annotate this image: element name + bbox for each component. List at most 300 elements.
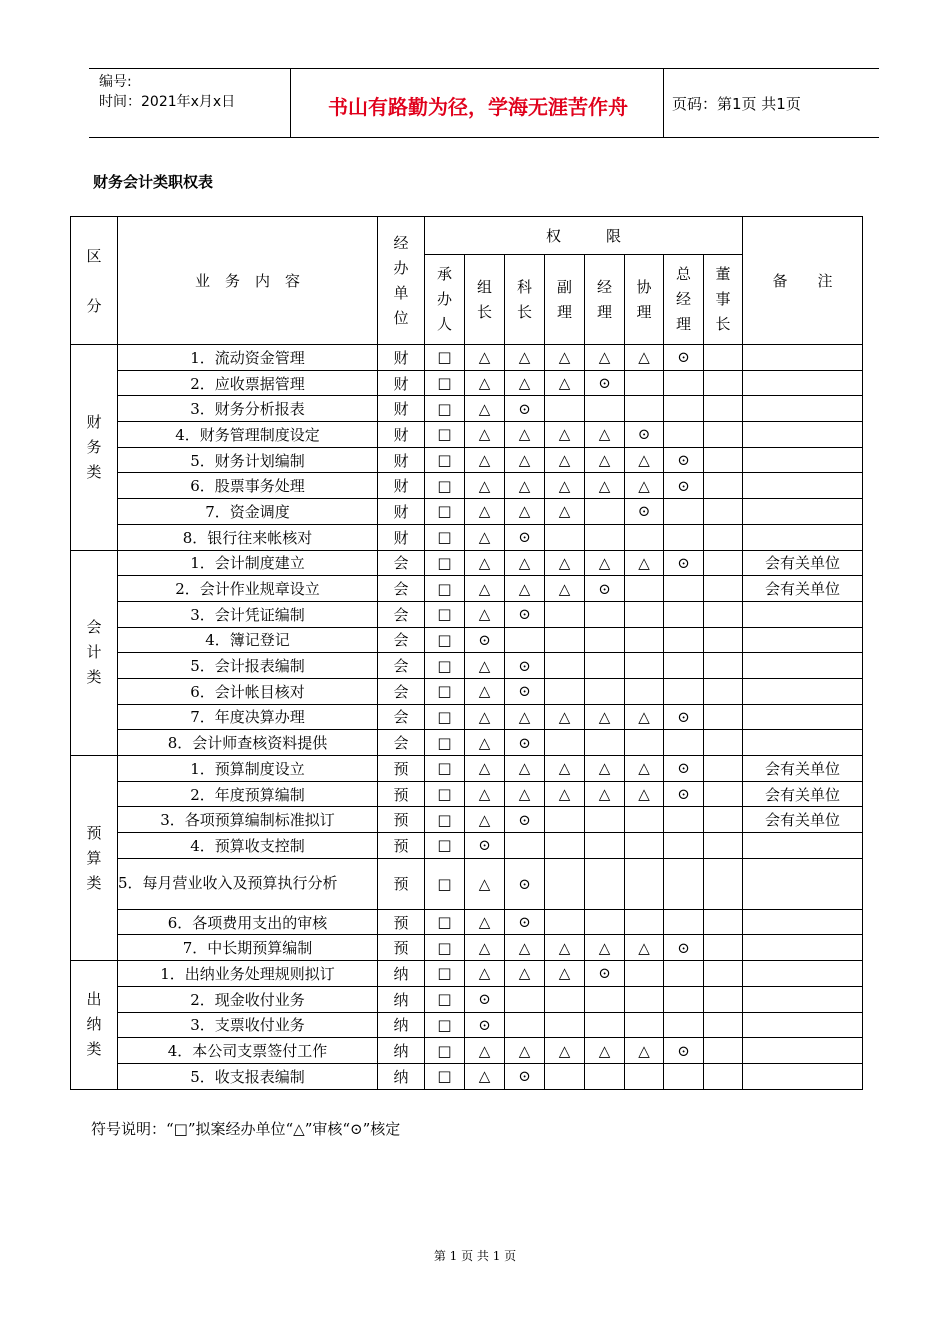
permission-mark: △: [505, 447, 545, 473]
permission-mark: [585, 627, 625, 653]
permission-mark: [704, 576, 743, 602]
remark-cell: [743, 678, 863, 704]
permission-mark: △: [505, 576, 545, 602]
permission-mark: □: [425, 756, 465, 782]
permission-mark: □: [425, 678, 465, 704]
permission-mark: [585, 653, 625, 679]
business-item: 3．支票收付业务: [118, 1012, 378, 1038]
permission-mark: ⊙: [585, 576, 625, 602]
remark-cell: 会有关单位: [743, 756, 863, 782]
permission-mark: [545, 1012, 585, 1038]
permission-mark: △: [545, 756, 585, 782]
permission-mark: [704, 730, 743, 756]
permission-mark: △: [465, 499, 505, 525]
business-item: 7．年度决算办理: [118, 704, 378, 730]
permission-mark: △: [465, 807, 505, 833]
col-header-role: [505, 255, 545, 345]
remark-cell: [743, 1063, 863, 1089]
permission-mark: ⊙: [664, 447, 704, 473]
permission-mark: △: [545, 961, 585, 987]
permission-mark: △: [585, 473, 625, 499]
table-row: [71, 781, 863, 807]
group-label: [71, 550, 118, 756]
permission-mark: ⊙: [465, 627, 505, 653]
business-item: 4．预算收支控制: [118, 833, 378, 859]
handling-unit: 会: [378, 704, 425, 730]
permission-mark: △: [465, 730, 505, 756]
permission-mark: △: [585, 935, 625, 961]
table-row: [71, 473, 863, 499]
remark-cell: [743, 396, 863, 422]
business-item: 1．预算制度设立: [118, 756, 378, 782]
permission-mark: □: [425, 935, 465, 961]
permission-mark: [704, 807, 743, 833]
permission-mark: [585, 499, 625, 525]
permission-mark: [704, 833, 743, 859]
permission-mark: □: [425, 422, 465, 448]
permission-mark: [625, 396, 664, 422]
permission-mark: [505, 1012, 545, 1038]
document-number-label: 编号:: [99, 74, 132, 90]
table-row: [71, 447, 863, 473]
col-header-role: [625, 255, 664, 345]
handling-unit: 财: [378, 499, 425, 525]
handling-unit: 预: [378, 756, 425, 782]
permission-mark: △: [505, 550, 545, 576]
permission-mark: △: [545, 576, 585, 602]
permission-mark: [585, 396, 625, 422]
permission-mark: △: [625, 704, 664, 730]
permission-mark: △: [545, 370, 585, 396]
permission-mark: □: [425, 550, 465, 576]
permission-mark: [704, 986, 743, 1012]
permission-mark: □: [425, 781, 465, 807]
permission-mark: △: [585, 704, 625, 730]
permission-mark: [625, 576, 664, 602]
permission-mark: □: [425, 909, 465, 935]
permission-mark: ⊙: [505, 653, 545, 679]
permission-mark: △: [465, 345, 505, 371]
permission-mark: △: [465, 756, 505, 782]
permission-mark: △: [505, 781, 545, 807]
permission-mark: △: [465, 447, 505, 473]
permission-mark: ⊙: [664, 704, 704, 730]
table-row: [71, 653, 863, 679]
remark-cell: [743, 422, 863, 448]
permission-mark: ⊙: [664, 781, 704, 807]
permission-mark: □: [425, 524, 465, 550]
permission-mark: [625, 524, 664, 550]
permission-mark: [704, 370, 743, 396]
permission-mark: [585, 807, 625, 833]
table-row: [71, 396, 863, 422]
permission-mark: [664, 370, 704, 396]
table-row: [71, 422, 863, 448]
permission-mark: [704, 781, 743, 807]
permission-mark: △: [545, 447, 585, 473]
permission-mark: □: [425, 653, 465, 679]
permission-mark: △: [625, 550, 664, 576]
remark-cell: [743, 447, 863, 473]
permission-mark: [704, 396, 743, 422]
table-row: [71, 370, 863, 396]
permission-mark: □: [425, 730, 465, 756]
business-item: 7．中长期预算编制: [118, 935, 378, 961]
handling-unit: 财: [378, 422, 425, 448]
business-item: 1．出纳业务处理规则拟订: [118, 961, 378, 987]
permission-mark: [664, 807, 704, 833]
permission-mark: [664, 576, 704, 602]
business-item: 4．簿记登记: [118, 627, 378, 653]
permission-mark: [704, 447, 743, 473]
col-header-role: [585, 255, 625, 345]
permission-mark: [585, 1063, 625, 1089]
permission-mark: [505, 833, 545, 859]
role-header-text: 董 事 长: [715, 265, 731, 333]
permission-mark: △: [585, 345, 625, 371]
permission-mark: △: [465, 1038, 505, 1064]
permission-mark: [704, 935, 743, 961]
permission-mark: [585, 524, 625, 550]
table-row: [71, 1012, 863, 1038]
permission-mark: ⊙: [505, 601, 545, 627]
table-row: [71, 807, 863, 833]
permission-mark: [704, 524, 743, 550]
permission-mark: □: [425, 986, 465, 1012]
permission-mark: △: [625, 1038, 664, 1064]
table-row: [71, 550, 863, 576]
permission-mark: ⊙: [585, 961, 625, 987]
business-item: 5．每月营业收入及预算执行分析: [118, 858, 378, 909]
header-divider: [290, 69, 291, 137]
role-header-text: 组 长: [476, 277, 492, 321]
permission-mark: □: [425, 961, 465, 987]
remark-cell: [743, 961, 863, 987]
permission-mark: [704, 909, 743, 935]
permission-mark: [664, 396, 704, 422]
permission-mark: ⊙: [625, 499, 664, 525]
handling-unit: 财: [378, 345, 425, 371]
permission-mark: ⊙: [664, 756, 704, 782]
permission-mark: [545, 601, 585, 627]
permission-mark: ⊙: [585, 370, 625, 396]
permission-mark: [545, 524, 585, 550]
permission-mark: [545, 1063, 585, 1089]
permission-mark: △: [545, 422, 585, 448]
group-label-text: 出 纳 类: [86, 990, 102, 1059]
permission-mark: [625, 627, 664, 653]
handling-unit: 会: [378, 653, 425, 679]
permission-mark: △: [465, 370, 505, 396]
permission-mark: ⊙: [505, 858, 545, 909]
remark-cell: [743, 730, 863, 756]
permission-mark: □: [425, 704, 465, 730]
permission-mark: ⊙: [664, 473, 704, 499]
col-header-role: [425, 255, 465, 345]
handling-unit: 财: [378, 524, 425, 550]
permission-mark: △: [505, 499, 545, 525]
permission-mark: ⊙: [505, 396, 545, 422]
permission-mark: △: [465, 653, 505, 679]
permission-mark: △: [585, 550, 625, 576]
permission-mark: [625, 858, 664, 909]
role-header-text: 协 理: [636, 277, 652, 321]
permission-mark: △: [465, 704, 505, 730]
permission-mark: □: [425, 807, 465, 833]
header-divider: [663, 69, 664, 137]
permission-mark: △: [465, 473, 505, 499]
business-item: 2．现金收付业务: [118, 986, 378, 1012]
business-item: 3．财务分析报表: [118, 396, 378, 422]
handling-unit: 会: [378, 678, 425, 704]
table-row: [71, 524, 863, 550]
col-header-permission: 权 限: [425, 217, 743, 255]
permission-mark: [585, 1012, 625, 1038]
permission-mark: [704, 1063, 743, 1089]
business-item: 6．会计帐目核对: [118, 678, 378, 704]
business-item: 6．股票事务处理: [118, 473, 378, 499]
permission-mark: [545, 858, 585, 909]
business-item: 3．各项预算编制标准拟订: [118, 807, 378, 833]
role-header-text: 科 长: [516, 277, 532, 321]
permission-mark: [585, 730, 625, 756]
remark-cell: [743, 858, 863, 909]
permission-mark: △: [505, 345, 545, 371]
table-row: [71, 935, 863, 961]
permission-mark: △: [585, 422, 625, 448]
permission-mark: △: [625, 345, 664, 371]
permission-mark: [625, 1063, 664, 1089]
permission-mark: □: [425, 370, 465, 396]
permission-mark: ⊙: [465, 986, 505, 1012]
remark-cell: [743, 370, 863, 396]
permission-mark: [625, 1012, 664, 1038]
remark-cell: [743, 601, 863, 627]
permission-mark: △: [465, 961, 505, 987]
permission-mark: [505, 986, 545, 1012]
remark-cell: 会有关单位: [743, 576, 863, 602]
permission-mark: △: [625, 756, 664, 782]
permission-mark: [664, 858, 704, 909]
permission-mark: [625, 653, 664, 679]
page-header: [89, 68, 879, 138]
page-footer: 第 1 页 共 1 页: [433, 1249, 517, 1263]
permission-mark: [625, 370, 664, 396]
handling-unit: 预: [378, 781, 425, 807]
handling-unit: 预: [378, 909, 425, 935]
table-row: [71, 756, 863, 782]
header-left: [99, 72, 235, 112]
permission-mark: ⊙: [625, 422, 664, 448]
business-item: 2．年度预算编制: [118, 781, 378, 807]
handling-unit: 纳: [378, 1063, 425, 1089]
handling-unit: 预: [378, 807, 425, 833]
permission-mark: [704, 704, 743, 730]
permission-mark: [664, 627, 704, 653]
permission-mark: △: [545, 935, 585, 961]
table-row: [71, 499, 863, 525]
header-motto: 书山有路勤为径，学海无涯苦作舟: [328, 95, 628, 119]
col-header-category: [71, 217, 118, 345]
remark-cell: [743, 1012, 863, 1038]
permission-mark: [664, 833, 704, 859]
permission-mark: △: [465, 524, 505, 550]
permission-mark: △: [585, 1038, 625, 1064]
permission-mark: △: [585, 447, 625, 473]
col-header-unit: [378, 217, 425, 345]
permission-mark: □: [425, 1012, 465, 1038]
permission-mark: □: [425, 499, 465, 525]
permission-mark: [664, 678, 704, 704]
permission-mark: △: [465, 601, 505, 627]
table-row: [71, 1038, 863, 1064]
permission-mark: △: [545, 345, 585, 371]
handling-unit: 财: [378, 473, 425, 499]
remark-cell: [743, 833, 863, 859]
business-item: 3．会计凭证编制: [118, 601, 378, 627]
business-item: 7．资金调度: [118, 499, 378, 525]
table-row: [71, 1063, 863, 1089]
handling-unit: 预: [378, 833, 425, 859]
permission-mark: △: [465, 858, 505, 909]
handling-unit: 纳: [378, 1038, 425, 1064]
permission-mark: [704, 345, 743, 371]
permission-mark: [664, 986, 704, 1012]
remark-cell: [743, 473, 863, 499]
permission-mark: △: [625, 473, 664, 499]
permission-mark: [545, 807, 585, 833]
permission-mark: [704, 1012, 743, 1038]
authority-table: [70, 216, 863, 1090]
permission-mark: [704, 627, 743, 653]
permission-mark: ⊙: [505, 1063, 545, 1089]
business-item: 1．会计制度建立: [118, 550, 378, 576]
permission-mark: [664, 730, 704, 756]
handling-unit: 会: [378, 576, 425, 602]
permission-mark: [545, 396, 585, 422]
permission-mark: △: [585, 756, 625, 782]
permission-mark: △: [545, 499, 585, 525]
permission-mark: △: [465, 678, 505, 704]
permission-mark: □: [425, 1038, 465, 1064]
group-label-text: 预 算 类: [86, 823, 102, 892]
col-header-role: [704, 255, 743, 345]
permission-mark: △: [465, 909, 505, 935]
remark-cell: 会有关单位: [743, 550, 863, 576]
remark-cell: [743, 524, 863, 550]
permission-mark: [625, 678, 664, 704]
remark-cell: [743, 1038, 863, 1064]
permission-mark: [585, 601, 625, 627]
business-item: 8．会计师查核资料提供: [118, 730, 378, 756]
permission-mark: ⊙: [505, 524, 545, 550]
business-item: 6．各项费用支出的审核: [118, 909, 378, 935]
permission-mark: △: [545, 1038, 585, 1064]
table-row: [71, 627, 863, 653]
permission-mark: □: [425, 345, 465, 371]
permission-mark: ⊙: [664, 550, 704, 576]
handling-unit: 纳: [378, 961, 425, 987]
permission-mark: [704, 678, 743, 704]
handling-unit: 会: [378, 601, 425, 627]
permission-mark: △: [465, 781, 505, 807]
permission-mark: △: [465, 550, 505, 576]
permission-mark: [625, 807, 664, 833]
permission-mark: [585, 858, 625, 909]
permission-mark: [704, 961, 743, 987]
permission-mark: [545, 678, 585, 704]
remark-cell: [743, 704, 863, 730]
permission-mark: [704, 858, 743, 909]
permission-mark: △: [465, 396, 505, 422]
permission-mark: △: [505, 704, 545, 730]
permission-mark: △: [505, 422, 545, 448]
col-header-role: [465, 255, 505, 345]
permission-mark: [585, 986, 625, 1012]
permission-mark: [664, 653, 704, 679]
handling-unit: 财: [378, 370, 425, 396]
permission-mark: △: [465, 422, 505, 448]
permission-mark: ⊙: [664, 345, 704, 371]
permission-mark: ⊙: [505, 909, 545, 935]
group-label-text: 财 务 类: [86, 412, 102, 481]
remark-cell: [743, 627, 863, 653]
permission-mark: [505, 627, 545, 653]
permission-mark: □: [425, 447, 465, 473]
permission-mark: [664, 1012, 704, 1038]
permission-mark: [625, 730, 664, 756]
permission-mark: [664, 1063, 704, 1089]
permission-mark: △: [465, 576, 505, 602]
permission-mark: [625, 986, 664, 1012]
permission-mark: □: [425, 1063, 465, 1089]
permission-mark: [664, 961, 704, 987]
permission-mark: [545, 833, 585, 859]
business-item: 4．财务管理制度设定: [118, 422, 378, 448]
permission-mark: [545, 653, 585, 679]
handling-unit: 会: [378, 550, 425, 576]
remark-cell: [743, 986, 863, 1012]
permission-mark: [704, 601, 743, 627]
table-row: [71, 678, 863, 704]
permission-mark: △: [545, 781, 585, 807]
permission-mark: △: [505, 935, 545, 961]
permission-mark: [585, 909, 625, 935]
table-row: [71, 986, 863, 1012]
table-row: [71, 704, 863, 730]
permission-mark: [704, 499, 743, 525]
document-date-label: 时间：2021年x月x日: [99, 94, 236, 110]
permission-mark: [625, 833, 664, 859]
permission-mark: △: [585, 781, 625, 807]
remark-cell: 会有关单位: [743, 781, 863, 807]
handling-unit: 会: [378, 627, 425, 653]
permission-mark: △: [505, 473, 545, 499]
permission-mark: [704, 473, 743, 499]
role-header-text: 经 理: [596, 277, 612, 321]
permission-mark: △: [505, 756, 545, 782]
handling-unit: 财: [378, 396, 425, 422]
remark-cell: [743, 499, 863, 525]
permission-mark: [664, 601, 704, 627]
permission-mark: [664, 422, 704, 448]
remark-cell: 会有关单位: [743, 807, 863, 833]
permission-mark: □: [425, 601, 465, 627]
unit-header-text: 经 办 单 位: [393, 233, 409, 327]
document-title: 财务会计类职权表: [93, 173, 214, 191]
permission-mark: △: [625, 935, 664, 961]
header-page-info: 页码：第1页 共1页: [672, 95, 801, 113]
